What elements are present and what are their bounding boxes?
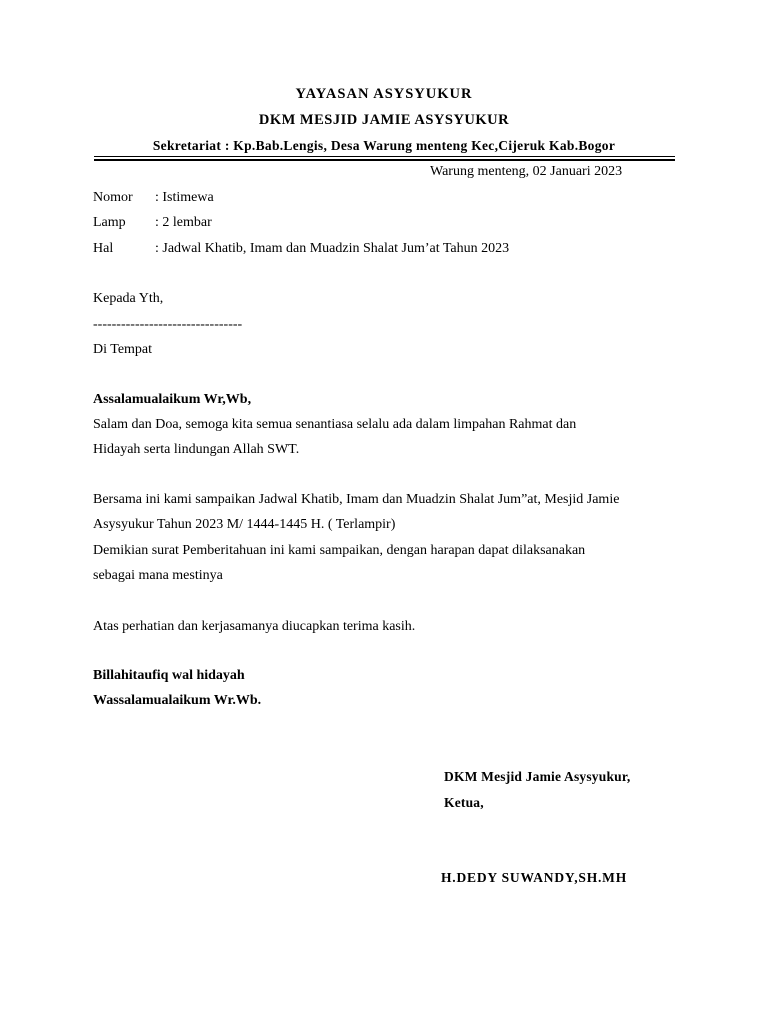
recipient-line: --------------------------------	[93, 317, 243, 332]
meta-value-nomor: : Istimewa	[155, 190, 214, 205]
closing-1: Billahitaufiq wal hidayah	[93, 668, 245, 683]
letterhead-rule-thin	[94, 156, 675, 157]
greeting: Assalamualaikum Wr,Wb,	[93, 392, 252, 407]
paragraph-4: Atas perhatian dan kerjasamanya diucapkan terima kasih.	[93, 619, 416, 634]
paragraph-2-line-2: Asysyukur Tahun 2023 M/ 1444-1445 H. ( Terlampir)	[93, 517, 396, 532]
letterhead-mosque: DKM MESJID JAMIE ASYSYUKUR	[258, 112, 510, 128]
letterhead-rule-thick	[94, 159, 675, 161]
paragraph-3-line-1: Demikian surat Pemberitahuan ini kami sampaikan, dengan harapan dapat dilaksanakan	[93, 543, 586, 558]
paragraph-2-line-1: Bersama ini kami sampaikan Jadwal Khatib, Imam dan Muadzin Shalat Jum”at, Mesjid Jamie	[93, 492, 620, 507]
closing-2: Wassalamualaikum Wr.Wb.	[93, 693, 262, 708]
paragraph-1-line-1: Salam dan Doa, semoga kita semua senantiasa selalu ada dalam limpahan Rahmat dan	[93, 417, 577, 432]
meta-value-lamp: : 2 lembar	[155, 215, 212, 230]
signature-role: Ketua,	[444, 795, 484, 810]
signature-name: H.DEDY SUWANDY,SH.MH	[441, 870, 628, 885]
paragraph-1-line-2: Hidayah serta lindungan Allah SWT.	[93, 442, 300, 457]
letterhead-org: YAYASAN ASYSYUKUR	[295, 86, 473, 102]
signature-org: DKM Mesjid Jamie Asysyukur,	[444, 769, 631, 784]
meta-label-lamp: Lamp	[93, 215, 126, 230]
letter-date: Warung menteng, 02 Januari 2023	[430, 164, 623, 179]
paragraph-3-line-2: sebagai mana mestinya	[93, 568, 223, 583]
meta-value-hal: : Jadwal Khatib, Imam dan Muadzin Shalat Jum’at Tahun 2023	[155, 241, 510, 256]
recipient-place: Di Tempat	[93, 342, 153, 357]
meta-label-nomor: Nomor	[93, 190, 133, 205]
recipient-to: Kepada Yth,	[93, 291, 164, 306]
letterhead-secretariat: Sekretariat : Kp.Bab.Lengis, Desa Warung menteng Kec,Cijeruk Kab.Bogor	[152, 138, 616, 153]
meta-label-hal: Hal	[93, 241, 114, 256]
